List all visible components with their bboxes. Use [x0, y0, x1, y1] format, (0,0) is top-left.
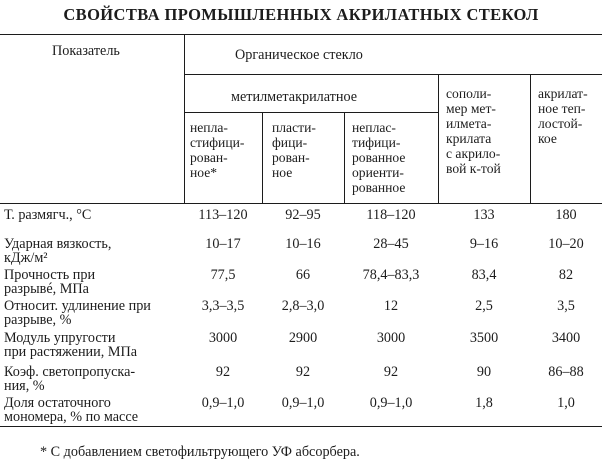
table-cell: 92 — [215, 364, 231, 380]
table-cell: 2,8–3,0 — [281, 298, 325, 314]
table-cell: 82 — [558, 267, 574, 283]
table-cell: 10–16 — [285, 236, 321, 252]
table-cell: 90 — [476, 364, 492, 380]
row-label: Модуль упругости при растяжении, МПа — [4, 330, 137, 360]
header-col-3: неплас- тифици- рованное ориенти- рованное — [352, 120, 406, 195]
table-title: СВОЙСТВА ПРОМЫШЛЕННЫХ АКРИЛАТНЫХ СТЕКОЛ — [63, 5, 539, 24]
divider-col3 — [438, 74, 439, 203]
header-indicator: Показатель — [52, 43, 120, 59]
table-cell: 180 — [555, 207, 577, 223]
table-cell: 92–95 — [285, 207, 321, 223]
row-label: Доля остаточного мономера, % по массе — [4, 395, 139, 425]
row-label: Прочность при разрывé, МПа — [4, 267, 96, 297]
divider-col4 — [530, 74, 531, 203]
header-methyl: метилметакрилатное — [231, 89, 358, 105]
table-cell: 66 — [295, 267, 311, 283]
divider-col2 — [344, 112, 345, 203]
table-cell: 92 — [383, 364, 399, 380]
header-organic-glass: Органическое стекло — [235, 47, 363, 63]
row-label: Ударная вязкость, кДж/м² — [4, 236, 112, 266]
header-col-2: пласти- фици- рован- ное — [272, 120, 316, 180]
footnote: * С добавлением светофильтрующего УФ абсорбера. — [40, 444, 360, 460]
row-label: Относит. удлинение при разрыве, % — [4, 298, 151, 328]
table-cell: 92 — [295, 364, 311, 380]
table-cell: 86–88 — [548, 364, 584, 380]
header-col-1: непла- стифици- рован- ное* — [190, 120, 245, 180]
divider-indicator — [184, 34, 185, 203]
table-cell: 0,9–1,0 — [201, 395, 245, 411]
divider-col1 — [262, 112, 263, 203]
table-cell: 9–16 — [469, 236, 499, 252]
table-cell: 2900 — [288, 330, 318, 346]
table-cell: 2,5 — [475, 298, 493, 314]
table-cell: 1,0 — [557, 395, 575, 411]
header-col-5: акрилат- ное теп- лостой- кое — [538, 86, 588, 146]
table-cell: 133 — [473, 207, 495, 223]
table-cell: 113–120 — [198, 207, 248, 223]
table-cell: 83,4 — [471, 267, 497, 283]
table-cell: 3000 — [376, 330, 406, 346]
table-cell: 3500 — [469, 330, 499, 346]
header-bottom-rule — [0, 203, 602, 204]
table-bottom-rule — [0, 426, 602, 427]
top-rule — [0, 34, 602, 35]
header-col-4: сополи- мер мет- илмета- крилата с акрило- вой к-той — [446, 86, 501, 176]
table-cell: 12 — [383, 298, 399, 314]
table-cell: 118–120 — [366, 207, 416, 223]
table-cell: 3000 — [208, 330, 238, 346]
table-cell: 10–17 — [205, 236, 241, 252]
table-cell: 77,5 — [210, 267, 236, 283]
table-cell: 3400 — [551, 330, 581, 346]
table-cell: 0,9–1,0 — [369, 395, 413, 411]
table-cell: 10–20 — [548, 236, 584, 252]
table-cell: 28–45 — [373, 236, 409, 252]
table-cell: 3,5 — [557, 298, 575, 314]
header-rule-methyl — [184, 112, 438, 113]
table-cell: 0,9–1,0 — [281, 395, 325, 411]
header-rule-organic — [184, 74, 602, 75]
row-label: Коэф. светопропуска- ния, % — [4, 364, 136, 394]
table-cell: 3,3–3,5 — [201, 298, 245, 314]
table-cell: 1,8 — [475, 395, 493, 411]
table-cell: 78,4–83,3 — [362, 267, 420, 283]
row-label: Т. размягч., °С — [4, 207, 92, 223]
